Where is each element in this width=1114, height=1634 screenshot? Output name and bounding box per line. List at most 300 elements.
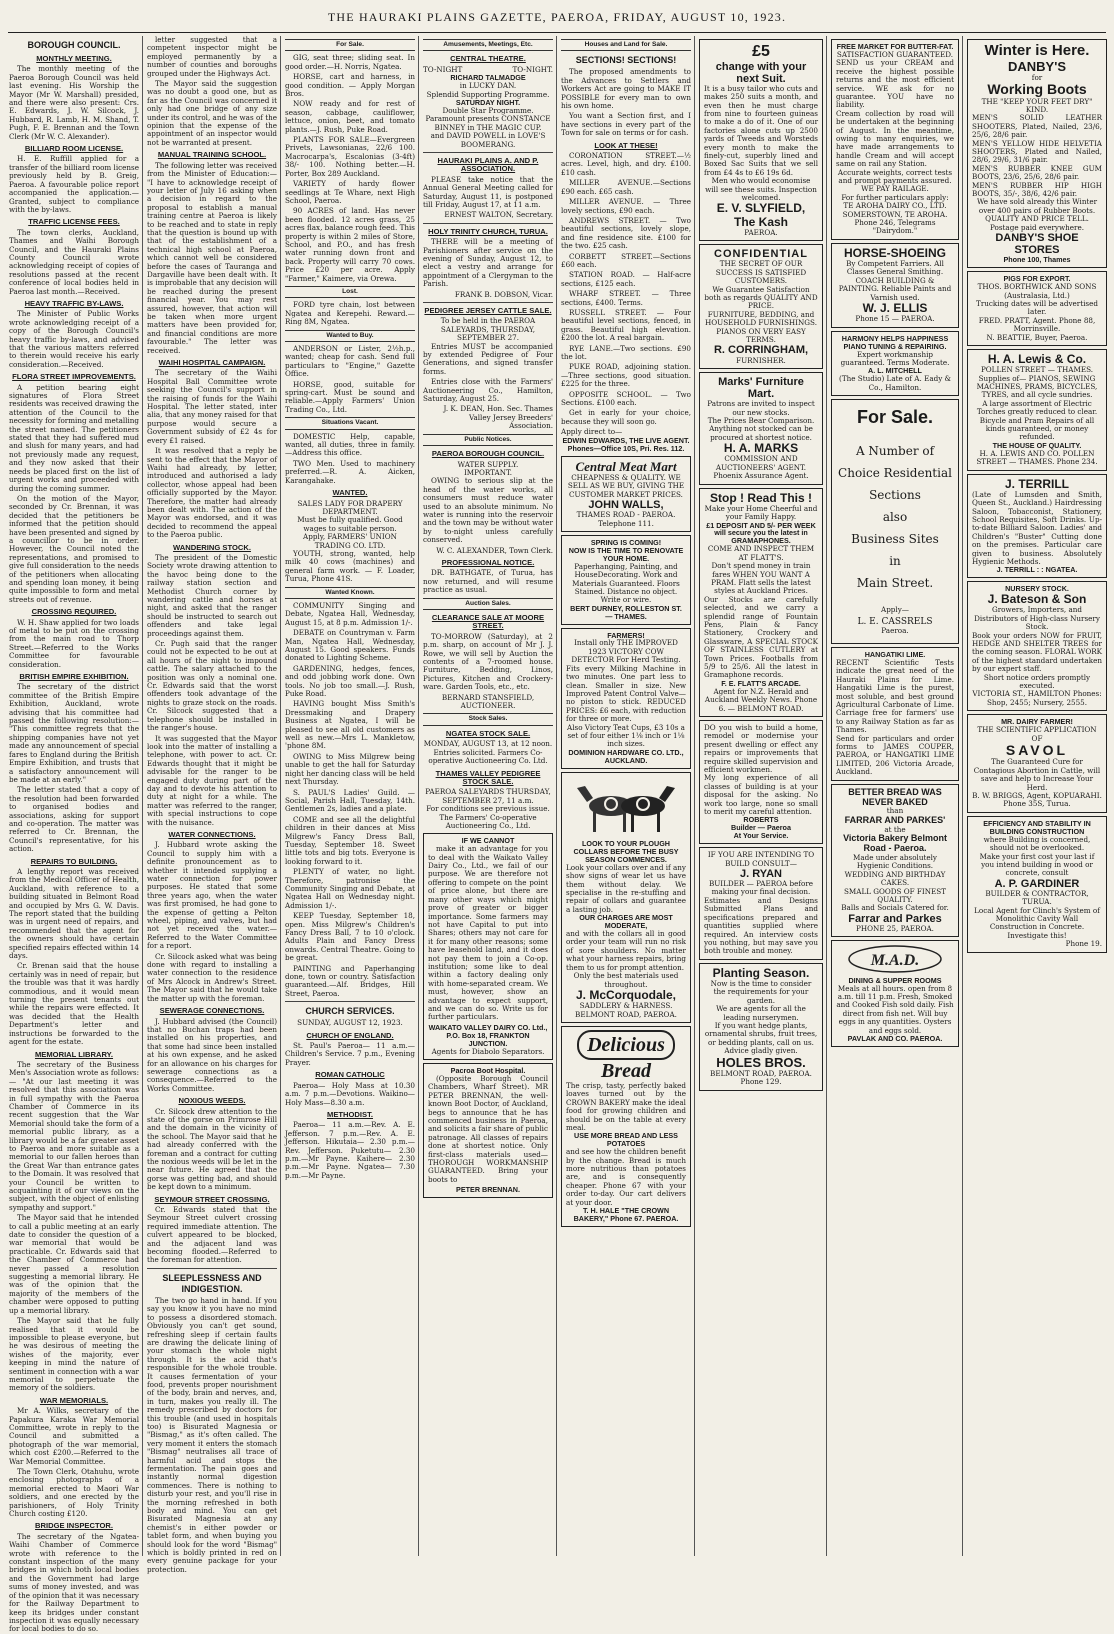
subhead: HEAVY TRAFFIC BY-LAWS. — [24, 298, 124, 308]
section-header: Auction Sales. — [423, 598, 553, 610]
section-header: Wanted Known. — [285, 587, 415, 599]
ad-body: We have sold already this Winter over 400 pairs of Rubber Boots. — [976, 197, 1098, 215]
section-header: Amusements, Meetings, Etc. — [423, 39, 553, 51]
ad-note: Apply direct to— — [561, 427, 623, 437]
advert-lime — [831, 647, 959, 781]
notice: For conditions see previous issue. — [426, 804, 550, 814]
subhead: BILLIARD ROOM LICENSE. — [24, 144, 124, 154]
subhead: NOXIOUS WEEDS. — [178, 1096, 246, 1106]
paragraph: The secretary of the Business Men's Association wrote as follows:— "At our last meeting it was resolved that this association was in full sympathy with the Paeroa Chamber of Commerce in its recent suggestion that the War Memorial should take the form of a memorial public library, as a library would be a far greater asset to Paeroa and more suitable as a memorial to our fallen heroes than the Great War than entrance gates to the Domain. It was resolved that your Council be written to acquainting it of our views on the subject, with the object of enlisting sympathy and support." — [9, 1059, 139, 1212]
programme-note: and DAVID POWELL in LOVE'S BOOMERANG. — [430, 131, 546, 149]
paragraph: A petition bearing eight signatures of Flora Street residents was received drawing the attention of the Council to the necessity for forming and metalling the street named. The petitioners stated that they had suffered mud and slush for many years, and had not previously made any request, and they now asked that their needs be placed first on the list of urgent works and proceeded with during the coming summer. — [9, 382, 139, 493]
ad-address: POLLEN STREET — THAMES. — [980, 365, 1094, 375]
ad-body: Main Street. — [856, 575, 934, 590]
ad-body: FURNITURE, BEDDING, and HOUSEHOLD FURNISHINGS. PIANOS ON VERY EASY TERMS. — [705, 309, 817, 344]
notice-title: IMPORTANT. — [463, 467, 513, 477]
ad-note: Apply— — [881, 604, 909, 614]
tonight-left: TO-NIGHT — [423, 64, 463, 74]
ad-address: THAMES ROAD - PAEROA. Telephone 111. — [576, 510, 676, 528]
signature: FRANK B. DOBSON, Vicar. — [454, 289, 553, 299]
ad-company: F. E. FLATT'S ARCADE. — [721, 678, 801, 688]
ad-body: Look your collars over and if any show signs of wear let us have them without delay. We specialise in the re-stuffing and repair of collars and guarantee a lasting job. — [566, 862, 686, 914]
ad-headline: LOOK TO YOUR PLOUGH COLLARS BEFORE THE BUSY SEASON COMMENCES. — [573, 839, 679, 864]
paragraph: The secretary of the district committee of the British Empire Exhibition, Auckland, wrote advising that his committee had passed the following resolution:— "This committee regrets that the shipping companies have not yet made any announcement of special fares to England during the British Empire Exhibition, and trusts that a satisfactory announcement will be made at an early." — [9, 682, 139, 784]
ad-headline: PIGS FOR EXPORT. — [1003, 274, 1071, 284]
paragraph: The Mayor said that he fully realised that it would be impossible to please everyone, but he was desirous of meeting the wishes of the majority, ever keeping in mind the nature of sentiment in connection with a war memorial to perpetuate the memory of the soldiers. — [9, 1316, 139, 1393]
ad-headline: HORSE-SHOEING — [843, 245, 946, 260]
column-1 — [6, 36, 142, 1634]
ad-headline: Planting Season. — [712, 965, 810, 980]
listing: PUKE ROAD, adjoining station. —Three sections, good situation. £225 for the three. — [561, 362, 691, 389]
subhead: CHURCH OF ENGLAND. — [306, 1030, 394, 1040]
notice: The Farmers' Co-operative Auctioneering Co., Ltd. — [439, 812, 537, 830]
ad-body: Meals at all hours. open from 8 a.m. till 11 p.m. Fresh, Smoked and Cooked Fish sold daily. Fish direct from fish net. Will buy eggs in any quantities. Oysters and eggs sold. — [836, 983, 954, 1035]
horses-illustration — [571, 776, 681, 838]
ad-company: ROBERTS — [743, 815, 779, 825]
subhead: WAR MEMORIALS. — [39, 1395, 109, 1405]
ad-body: Men who would economise will see these suits. Inspection welcomed. — [705, 176, 817, 203]
ad-body: Book your orders NOW for FRUIT, HEDGE AND SHELTER TREES for the coming season. FLORAL WORK of the highest standard undertaken by our expert staff. — [972, 630, 1102, 674]
ad-body: Paperhanging, Painting, and HouseDecorating. Work and Materials Guaranteed. Floors Stained. Distance no object. Write or wire. — [572, 561, 680, 605]
paragraph: The town clerks, Auckland, Thames and Waihi Borough Council, and the Hauraki Plains County Council wrote acknowledging receipt of copies of resolutions passed at the recent conference of local bodies held in Paeroa last month.—Received. — [9, 227, 139, 296]
ad-body: SEND us your CREAM and receive the highest possible returns and the most efficient service. WE ask for no guarantee. YOU have no liability. — [836, 58, 954, 110]
paragraph: The monthly meeting of the Paeroa Borough Council was held last evening. His Worship the Mayor (Mr W. Marshall) presided, and there were also present: Crs. E. Edwards, J. W. Silcock, J. Hubbard, R. Lamb, H. M. Shand, T. Pugh, F. E. Brennan and the Town Clerk (Mr W. C. Alexander). — [9, 64, 139, 141]
ad-body: Advice gladly given. — [724, 1046, 798, 1056]
ad-company: HOLES BROS. — [716, 1054, 806, 1070]
ad-address: COMMISSION AND AUCTIONEERS' AGENT. Phoenix Assurance Agent. — [713, 454, 809, 481]
section-header: For Sale. — [285, 39, 415, 51]
ad-body: Anything not stocked can be procured at shortest notice. — [709, 424, 813, 442]
advert-roberts — [699, 720, 823, 844]
feature-star: RICHARD TALMADGE — [450, 73, 526, 83]
ad-headline: Winter is Here. — [984, 42, 1090, 59]
ad-headline: BETTER BREAD WAS NEVER BAKED — [848, 786, 942, 807]
ad-headline: NURSERY STOCK. — [1005, 584, 1069, 594]
ad-company: A. P. GARDINER — [994, 877, 1080, 890]
column-rule — [826, 36, 827, 1556]
classified-ad: PLENTY of water, no light. Therefore, patronise the Community Singing and Debate, at Ngatea Hall on Wednesday night. Admission 1/-. — [285, 867, 415, 910]
ad-body: Make your Home Cheerful and your Family Happy. — [704, 503, 818, 522]
ad-body: We are agents for all the leading nurserymen. — [716, 1004, 806, 1022]
subhead: CENTRAL THEATRE. — [450, 54, 526, 64]
ad-headline: USE MORE BREAD AND LESS POTATOES — [574, 1131, 678, 1149]
ad-body: £1 DEPOSIT AND 5/- PER WEEK will secure you the latest in GRAMAPHONES. — [706, 520, 816, 546]
listing: WHARF STREET. — Three sections, £400. Terms. — [561, 289, 691, 307]
ad-body: THOS. BORTHWICK AND SONS (Australasia, Ltd.) — [977, 282, 1097, 300]
ad-body: make it an advantage for you to deal with the Waikato Valley Dairy Co., Ltd., we fail of our purpose. We are therefore not offering to compete on the point of price alone, but there are many other ways which might prove of greater or bigger importance. Some farmers may not have Capital to put into Shares; others may not care for it for many other reasons; some have leasehold land, and it does not pay them to join a Co-op. institution; some like to deal within a factory dealing only with home-separated cream. We must, however, show an advantage to expect support, and we can do so. Write us for further particulars. — [428, 844, 548, 1022]
church-title: CHURCH SERVICES. — [305, 1006, 395, 1017]
programme-note: Double Star Programme. — [442, 105, 534, 115]
ad-logo: Bread — [601, 1059, 651, 1082]
subhead: THAMES VALLEY PEDIGREE STOCK SALE. — [435, 768, 541, 786]
classified-ad: HORSE, cart and harness, in good condition. — Apply Morgan Bros. — [285, 72, 415, 99]
ad-body: Estimates and Designs Submitted Plans and specifications prepared and quantities supplied where required. An interview costs you nothing, but may save you both trouble and money. — [704, 895, 818, 956]
listing: CORBETT STREET.—Sections £60 each. — [561, 251, 691, 269]
ad-body: BUILDER — PAEROA before making your final decision. — [708, 879, 814, 897]
ad-body: in — [889, 553, 901, 568]
signature: J. K. DEAN, Hon. Sec. Thames Valley Jersey Breeders' Association. — [443, 404, 553, 431]
classified-ad: S. PAUL'S Ladies' Guild. — Social, Parish Hall, Tuesday, 14th. Gentlemen 2s, ladies and a plate. — [285, 787, 415, 814]
classified-ad: OWING to Miss Milgrew being unable to get the hall for Saturday night her dancing class will be held next Thursday. — [285, 751, 415, 787]
paragraph: The secretary of the Waihi Hospital Ball Committee wrote seeking the Council's support in the raising of funds for the Waihi Hospital. The letter stated, inter alia, that any money raised for that purpose would secure a Government subsidy of £2 4s for every £1 raised. — [147, 368, 277, 445]
paragraph: A lengthy report was received from the Medical Officer of Health, Auckland, with reference to a building situated in Belmont Road and occupied by Mrs G. W. Davis. The report stated that the building was in urgent need of repairs, and recommended that the agent for the owners should have certain specified repairs effected within 14 days. — [9, 866, 139, 961]
ad-body: Patrons are invited to inspect our new stocks. — [707, 399, 815, 417]
notice: OWING to serious slip at the head of the water works, all consumers must reduce water used to an absolute minimum. No water is running into the reservoir and the town may be without water by to-night unless carefully conserved. — [423, 476, 553, 545]
classified-ad: VARIETY of hardy flower seedlings at Te Whare, next High School, Paeroa. — [285, 179, 415, 205]
ad-headline: PIANO TUNING & REPAIRING. — [843, 341, 947, 351]
column-4 — [420, 36, 556, 1556]
ad-logo: Delicious — [577, 1030, 675, 1060]
ad-body: also — [882, 509, 908, 524]
listing: OPPOSITE SCHOOL. — Two Sections. £100 each. — [561, 389, 691, 408]
divider — [147, 1268, 277, 1269]
ad-body: Balls and Socials Catered for. — [841, 903, 949, 913]
ad-company: L. E. CASSRELS — [857, 617, 933, 628]
subhead: HAURAKI PLAINS A. AND P. ASSOCIATION. — [437, 155, 539, 174]
section-header: Houses and Land for Sale. — [561, 39, 691, 51]
feature-film: in LUCKY DAN. — [459, 81, 517, 91]
listing: ANDREWS STREET. — Two beautiful sections, lovely slope, and fine residence site. £100 for the two. £25 cash. — [561, 215, 691, 251]
ad-body: COME AND INSPECT THEM AT FLATT'S. — [707, 544, 815, 562]
paragraph: It was resolved that a reply be sent to the effect that the Mayor of Waihi had already, by letter, introduced and authorised a lady collector, whose appeal had been officially supported by the Mayor. Therefore, the matter had already been dealt with. The action of the Mayor was endorsed, and it was decided to recommend the appeal to the Paeroa public. — [147, 446, 277, 540]
ad-body: Postage paid everywhere. — [989, 222, 1085, 232]
advert-piano — [831, 331, 959, 396]
ad-body: Bicycle and Pram Repairs of all kinds guaranteed, or money refunded. — [979, 415, 1095, 442]
subhead: MEMORIAL LIBRARY. — [34, 1049, 114, 1059]
ad-body: IF YOU ARE INTENDING TO BUILD CONSULT— — [707, 850, 815, 868]
ad-body: CHEAPNESS & QUALITY. WE SELL AS WE BUY, GIVING THE CUSTOMER MARKET PRICES. — [567, 472, 685, 499]
ad-headline: DINING & SUPPER ROOMS — [848, 975, 942, 985]
advert-gardiner — [967, 816, 1107, 953]
advert-crown-bakery — [561, 1026, 691, 1227]
notice: Entries MUST be accompanied by extended Pedigree of Four Generations, and signed transfer forms. — [423, 341, 553, 376]
advert-horse-shoeing — [831, 243, 959, 328]
subhead: TRAFFIC LICENSE FEES. — [28, 217, 120, 227]
ad-body: where Building is concerned, should not be overlooked. — [983, 834, 1091, 853]
ad-company: J. Bateson & Son — [987, 592, 1087, 607]
ad-body: N. BEATTIE, Buyer, Paeroa. — [986, 332, 1088, 342]
notice: TO-MORROW (Saturday), at 2 p.m. sharp, on account of Mr J. J. Rowe, we will sell by Auction the contents of a 7-roomed house. Furniture, Bedding, Linos, Pictures, Kitchen and Crockery-ware. Garden Tools, etc., etc. — [423, 631, 553, 692]
ad-company: H. A. MARKS — [723, 441, 799, 456]
ad-address: Agent for N.Z. Herald and Auckland Weekly News. Phone 6. — BELMONT ROAD. — [704, 686, 818, 713]
ad-body: Expert workmanship guaranteed. Terms Moderate. — [840, 349, 950, 367]
paragraph: J. Hubbard wrote asking the Council to supply him with a definite pronouncement as to whether it intended supplying a water connection for power purposes. He stated that some three years ago, when the water was first promised, he had gone to the expense of getting a Pelton wheel, piping, and valves, but had not yet received the water.—Referred to the Water Committee for a report. — [147, 840, 277, 951]
paragraph: The Town Clerk, Otahuhu, wrote enclosing photographs of a memorial erected to Maori War soldiers, and one erected by the parishioners, of Holy Trinity Church costing £120. — [9, 1467, 139, 1519]
advert-renovate — [561, 535, 691, 625]
paragraph: The two go hand in hand. If you say you know it you have no mind to possess a disordered stomach. Obviously you can't get sound, refreshing sleep if certain faults are drawing the delicate lining of your stomach the whole night through. It is the acid that's responsible for the whole trouble. It causes fermentation of your food, prevents proper nourishment of the body, brain and nerves, and, in turn, makes you really ill. The remedy prescribed by doctors for this trouble (and used in hospitals too) is Bisurated Magnesia or "Bismag," as it's often called. The very moment it enters the stomach "Bismag" neutralises all trace of harmful acid and stops the fermentation. The pain goes and instantly normal digestion commences. There is nothing to disturb your rest, and you'll rise in the morning refreshed in both body and mind. You can get Bisurated Magnesia at any chemist's in either powder or tablet form, and when buying you should look for the word "Bismag" which is boldly printed in red on every genuine package for your protection. — [147, 1295, 277, 1574]
subhead: FLORA STREET IMPROVEMENTS. — [12, 372, 136, 382]
ad-note: Only the best materials used throughout. — [573, 971, 679, 989]
paragraph: The secretary of the Ngatea-Waihi Chamber of Commerce wrote with reference to the constant inspection of the many bridges in which both local bodies and the Government had large sums of money invested, and was of the opinion that it was necessary for the Railway Department to keep its bridges under constant inspection it was equally necessary for local bodies to do so. — [9, 1531, 139, 1634]
column-6 — [696, 36, 826, 1556]
section-header: Wanted to Buy. — [285, 330, 415, 342]
column-rule — [694, 36, 695, 1556]
advert-marks — [699, 372, 823, 485]
ad-body: Don't spend money in train fares WHEN YOU WANT A PRAM. Flatt sells the latest styles at Auckland Prices. — [711, 561, 811, 596]
programme-day: SATURDAY NIGHT. — [455, 97, 521, 107]
notice: PLEASE take notice that the Annual General Meeting called for Saturday, August 11, is postponed till Friday, August 17, at 11 a.m. — [423, 174, 553, 209]
subhead: ROMAN CATHOLIC — [315, 1070, 385, 1080]
ad-body: at the — [884, 824, 906, 834]
classified-ad: DOMESTIC Help, capable, wanted, all duties, three in family.—Address this office. — [285, 431, 415, 458]
ad-body: SATISFACTION GUARANTEED. — [836, 49, 954, 59]
listing: CORONATION STREET.—½ acres. Level, high, and dry. £100. £10 cash. — [561, 151, 691, 177]
paragraph: It was suggested that the Mayor look into the matter of installing a telephone, with power to act. Cr. Edwards thought that it might be advisable for the ranger to be engaged duty during part of the day and to devote his attention to duty at night for a while. The matter was referred to the ranger, with special instructions to cope with the nuisance. — [147, 733, 277, 827]
notice: MONDAY, AUGUST 13, at 12 noon. — [423, 739, 553, 749]
column-rule — [280, 36, 281, 1556]
svg-text:M.A.D.: M.A.D. — [870, 952, 920, 970]
column-rule — [556, 36, 557, 1556]
advert-corringham — [699, 244, 823, 369]
signature: W. C. ALEXANDER, Town Clerk. — [436, 545, 553, 555]
subhead: CROSSING REQUIRED. — [31, 607, 117, 617]
ad-company: A. L. MITCHELL — [868, 366, 922, 376]
ad-company: J. TERRILL — [1004, 476, 1069, 491]
ad-address: Phone 15 — PAEROA. — [855, 314, 935, 324]
advert-danby — [967, 39, 1107, 268]
ad-company: R. CORRINGHAM, — [713, 344, 809, 357]
ad-headline: HANGATIKI LIME. — [864, 650, 926, 660]
article-title: SLEEPLESSNESS AND INDIGESTION. — [162, 1272, 262, 1294]
signature: BERNARD STANSFIELD, AUCTIONEER. — [441, 692, 535, 711]
ad-address: Paeroa. — [881, 625, 909, 635]
ad-company: WAIKATO VALLEY DAIRY CO. Ltd., P.O. Box 18, FRANKTON JUNCTION. — [428, 1022, 548, 1048]
ad-headline: THE HOUSE OF QUALITY. — [992, 440, 1082, 450]
listing: Get in early for your choice, because they will soon go. — [561, 408, 691, 426]
paragraph: Paeroa— Holy Mass at 10.30 a.m. 7 p.m.—Devotions. Waikino— Holy Mass—8.30 a.m. — [285, 1080, 415, 1107]
ad-body: THE SECRET OF OUR SUCCESS IS SATISFIED CUSTOMERS. — [715, 259, 807, 286]
ad-headline: SECTIONS! SECTIONS! — [575, 55, 677, 66]
ad-headline: SPRING IS COMING! — [590, 537, 662, 547]
notice-title: WATER SUPPLY. — [457, 459, 519, 469]
ad-body: A large assortment of Electric Torches greatly reduced to clear. — [976, 398, 1098, 417]
ad-body: QUALITY AND PRICE TELL. — [985, 214, 1089, 224]
ad-address: PHONE 25, PAEROA. — [856, 923, 934, 933]
ad-body: It is a busy tailor who cuts and makes 250 suits a month, and even then he must charge from nine to fourteen guineas to make a do of it. One of our factories alone cuts up 2500 yards of Tweeds and Worsteds every month to make the finely-cut, superbly lined and Boxed Sac Suits that we sell from £4 4s to £6 19s 6d. — [704, 83, 818, 177]
ad-body: A Number of — [855, 443, 935, 458]
classified-ad: COME and see all the delightful children in their dances at Miss Milgrew's Fancy Dress Ball, Tuesday, September 18. Sweet little tots and big tots. Everyone is looking forward to it. — [285, 814, 415, 866]
section-header: Stock Sales. — [423, 713, 553, 725]
ad-body: Now is the time to consider the requirements for your garden. — [710, 978, 812, 1005]
ad-body: Trucking dates will be advertised later. — [976, 298, 1098, 317]
ad-headline: Central Meat Mart — [575, 458, 677, 474]
classified-ad: GARDENING, hedges, fences, and odd jobbing work done. Own tools. No job too small.—J. Rush, Puke Road. — [285, 663, 415, 699]
classified-ad: PAINTING and Paperhanging done, town or country. Satisfaction guaranteed.—Alf. Bridges, Hill Street, Paeroa. — [285, 963, 415, 998]
divider — [423, 302, 553, 303]
ad-price: £5 — [752, 43, 770, 60]
subhead: MANUAL TRAINING SCHOOL. — [157, 150, 267, 160]
paragraph: Cr. Silcock drew attention to the state of the gorse on Primrose Hill and the domain in the vicinity of the school. The Mayor said that he had already conferred with the foreman and a contract for cutting the noxious weeds will be let in the near future. He agreed that the gorse was getting bad, and should be kept down to a minimum. — [147, 1106, 277, 1192]
ad-body: Send for particulars and order forms to JAMES COUPER, PAEROA, or HANGATIKI LIME LIMITED, 206 Victoria Arcade, Auckland. — [836, 733, 954, 777]
advert-pigs — [967, 271, 1107, 346]
advert-waikato-dairy — [423, 833, 553, 1060]
classified-ad: SALES LADY FOR DRAPERY DEPARTMENT. — [297, 498, 403, 516]
ad-body: Also Victory Teat Cups, £3 10s a set of four either 1⅛ inch or 1⅛ inch sizes. — [567, 722, 685, 749]
paragraph: Paeroa— 11 a.m.—Rev. A. E. Jefferson. 7 p.m.—Rev. A. E. Jefferson. Hikutaia— 2.30 p.m.—Rev. Jefferson. Puketutu— 2.30 p.m.—Mr Payne. Kaihere— 2.30 p.m.—Mr Payne. Ngatea— 7.30 p.m.—Mr Payne. — [285, 1120, 415, 1180]
ad-body: for — [1031, 72, 1043, 82]
ad-item: MEN'S YELLOW HIDE HELVETIA SHOOTERS, Plated and Nailed, 28/6, 29/6, 31/6 pair. — [972, 138, 1102, 165]
advert-saddlery — [561, 772, 691, 1023]
subhead: CLEARANCE SALE AT MOORE STREET. — [431, 613, 545, 631]
section-header: Lost. — [285, 286, 415, 298]
advert-terrill — [967, 474, 1107, 579]
ad-company: Builder — Paeroa — [731, 823, 791, 833]
notice: Entries close with the Farmers' Auctioneering Co., Hamilton, Saturday, August 25. — [423, 377, 553, 404]
advert-boot-hospital — [423, 1063, 553, 1198]
ad-company: W. J. ELLIS — [862, 301, 928, 316]
ad-body: If you want hedge plants, ornamental shrubs, fruit trees, or bedding plants, call on us. — [704, 1020, 818, 1047]
ad-company: PAVLAK AND CO. PAEROA. — [847, 1034, 943, 1044]
divider — [423, 152, 553, 153]
ad-body: and see how the children benefit by the change. Bread is much more nutritious than potatoes are, and is consequently cheaper. Phone 67 with your order to-day. Our cart delivers at your door. — [566, 1147, 686, 1207]
section-header: Situations Vacant. — [285, 417, 415, 429]
paragraph: On the motion of the Mayor, seconded by Cr. Brennan, it was decided that the petitioners be informed that the petition should have been presented and signed by a councillor to be in order. However, the Council noted the representations, and promised to give full consideration to the needs of the petitioners when allocating and spending loan money, it being quite impossible to form and metal streets out of revenue. — [9, 493, 139, 604]
subhead: PEDIGREE JERSEY CATTLE SALE. — [424, 306, 552, 315]
ad-body: The Prices Bear Comparison. — [707, 415, 815, 425]
ad-company: DANBY'S — [1008, 58, 1066, 74]
programme-note: Paramount presents CONSTANCE BINNEY in THE MAGIC CUP. — [425, 114, 551, 132]
tonight-right: TO-NIGHT. — [512, 64, 553, 74]
classified-ad: YOUTH, strong, wanted, help milk 40 cows (machines) and general farm work. — F. Loader, Turua, Phone 41S. — [285, 548, 415, 584]
ad-body: Sections — [869, 487, 921, 502]
listing: RUSSELL STREET. — Four beautiful level sections, fenced, in grass. Beautiful high elevation. £200 the lot. A real bargain. — [561, 307, 691, 343]
notice: THERE will be a meeting of Parishioners after service on the evening of Sunday, August 12, to elect a vestry and arrange for appointment of a Clergyman to the Parish. — [423, 237, 553, 289]
advert-bateson — [967, 581, 1107, 711]
ad-body: THE SCIENTIFIC APPLICATION OF — [977, 725, 1097, 743]
classified-ad: Apply, FARMERS' UNION TRADING CO. LTD. — [303, 532, 397, 550]
advert-butter-fat — [831, 39, 959, 240]
ad-company: T. H. HALE "THE CROWN BAKERY," Phone 67. PAEROA. — [573, 1206, 679, 1223]
ad-body: Make your first cost your last if you intend building in wood or concrete, consult — [979, 851, 1095, 878]
classified-ad: 90 ACRES of land. Has never been flooded. 12 acres grass, 25 acres flax, balance rough feed. This property is within 2 miles of Store, School, and P.O., and has fresh water running down front and back. Property will carry 70 cows. Price £20 per acre. Apply "Farmer," Kaimere, via Orewa. — [285, 206, 415, 283]
advert-holes — [699, 963, 823, 1091]
ad-body: Made under absolutely Hygienic Conditions. — [853, 852, 937, 871]
ad-body: FRED. PRATT, Agent. Phone 88, Morrinsville. — [978, 315, 1096, 334]
classified-ad: PLANTS FOR SALE—Evergreen Privets, Lawsonianas, 22/6 100. Macrocarpa's, Escalonias (3-4ft) 38/- 100. Nothing better.—H. Porter, Box 289 Auckland. — [285, 135, 415, 178]
classified-ad: HORSE, good, suitable for spring-cart. Must be sound and reliable.—Apply Farmers' Union Trading Co., Ltd. — [285, 379, 415, 414]
column-rule — [418, 36, 419, 1556]
ad-body: Choice Residential — [838, 465, 952, 480]
ad-body: The proposed amendments to the Advances to Settlers and Workers Act are going to MAKE IT POSSIBLE for every man to own his own home. — [561, 67, 691, 111]
ad-body: RECENT Scientific Tests indicate the great need of the Hauraki Plains for Lime. Hangatiki Lime is the purest, most soluble, and best ground Agricultural Carbonate of Lime. Carriage free for farmers' use to any Railway Station as far as Thames. — [836, 658, 954, 735]
ad-headline: CONFIDENTIAL — [714, 248, 808, 261]
advert-cow-detector — [561, 628, 691, 769]
ad-body: Growers, Importers, and Distributors of High-class Nursery Stock. — [974, 605, 1100, 632]
ad-note: FURNISHER. — [736, 355, 786, 365]
ad-headline: EFFICIENCY AND STABILITY IN BUILDING CONSTRUCTION — [983, 818, 1091, 836]
programme-note: Splendid Supporting Programme. — [426, 89, 550, 99]
paragraph: H. E. Ruffill applied for a transfer of the billiard room license previously held by B. Greig, Paeroa. A favourable police report accompanied the application.—Granted, subject to compliance with the by-laws. — [9, 154, 139, 214]
classified-ad: TWO Men. Used to machinery preferred.—R. A. Aicken, Karangahake. — [285, 458, 415, 485]
column-3 — [282, 36, 418, 1556]
paragraph: J. Hubbard advised (the Council) that no Buchan traps had been installed on his properties, and that some had since been installed at his own expense, and he asked for an allowance on his charges for sewerage connections as a consequence.—Referred to the Works Committee. — [147, 1016, 277, 1093]
ad-company: Victoria Bakery Belmont Road - Paeroa. — [843, 833, 947, 854]
ad-note: Agents for Diabolo Separators. — [431, 1046, 545, 1056]
paragraph: The president of the Domestic Society wrote drawing attention to the havoc being done to the railway station section and Methodist Church corner by wandering cattle and horses at night, and asked that the ranger should be instructed to search out offenders and take legal proceedings against them. — [147, 552, 277, 638]
ad-headline: Marks' Furniture Mart. — [718, 375, 804, 400]
classified-ad: DEBATE on Countryman v. Farm Man, Ngatea Hall, Wednesday, August 15. Good speakers. Funds donated to Lighting Scheme. — [285, 628, 415, 663]
ad-headline: MR. DAIRY FARMER! — [1001, 717, 1073, 727]
masthead-rule — [8, 32, 1106, 33]
subhead: BRITISH EMPIRE EXHIBITION. — [19, 672, 129, 682]
advert-savol — [967, 714, 1107, 813]
ad-body: WEDDING AND BIRTHDAY CAKES. — [844, 869, 946, 888]
ad-company: BERT DURNEY, ROLLESTON ST. — THAMES. — [570, 603, 682, 621]
ad-address: SADDLERY & HARNESS. BELMONT ROAD, PAEROA. — [575, 1001, 677, 1019]
listing: STATION ROAD. — Half-acre sections, £125 each. — [561, 270, 691, 288]
masthead: THE HAURAKI PLAINS GAZETTE, PAEROA, FRIDAY, AUGUST 10, 1923. — [327, 10, 787, 24]
ad-headline: OUR CHARGES ARE MOST MODERATE, — [579, 913, 673, 931]
paragraph: Cr. Brenan said that the house certainly was in need of repair, but the trouble was that it was hardly commodious, and it would mean turning the present tenants out while the repairs were effected. It was decided that the Health Department's letter and instructions be forwarded to the agent for the estate. — [9, 961, 139, 1047]
ad-body: Accurate weights, correct tests and prompt payments assured. WE PAY RAILAGE. — [837, 167, 953, 194]
paragraph: Cr. Silcock asked what was being done with regard to installing a water connection to the residence of Mrs Alcock in Andrew's Street. The Mayor said that he would take the matter up with the foreman. — [147, 951, 277, 1003]
article-title: BOROUGH COUNCIL. — [27, 40, 121, 50]
classified-ad: NOW ready and for rest of season, cabbage, cauliflower, lettuce, onion, beet, and tomato plants.—J. Rush, Puke Road. — [285, 99, 415, 134]
mad-logo — [847, 944, 943, 974]
ad-company: J. RYAN — [740, 867, 782, 880]
classified-ad: HAVING bought Miss Smith's Dressmaking and Drapery Business at Ngatea, I will be pleased to see all old customers as well as new.—Mrs L. Mankletow, 'phone 8M. — [285, 699, 415, 751]
ad-body: (Late of Lumsden and Smith, Queen St., Auckland.) Hairdressing Saloon, Tobacconist, Stationery, School Requisites, Soft Drinks. Up-to-date Billiard Saloon. Ladies' and Children's "Buster" Cutting done on the premises. Particular care given to business. Absolutely Hygienic Methods. — [972, 489, 1102, 566]
paragraph: The following letter was received from the Minister of Education:— "I have to acknowledge receipt of your letter of July 16 asking when a decision in regard to the proposal to establish a manual training centre at Paeroa is likely to be reached and to state in reply that the question is bound up with that of the establishment of a technical high school at Paeroa, which cannot well be considered before the cases of Tauranga and Dargaville have been dealt with. It is improbable that any decision will be reached during the present financial year. You may rest assured, however, that action will be taken when more urgent matters have been provided for, and financial conditions are more favourable." The letter was received. — [147, 160, 277, 355]
divider — [423, 223, 553, 224]
subhead: METHODIST. — [327, 1109, 373, 1119]
ad-signature: EDWIN EDWARDS, THE LIVE AGENT. Phones—Office 10S, Pri. Res. 112. — [562, 435, 690, 453]
classified-ad: FORD tyre chain, lost between Ngatea and Kerepehi. Reward.—Ring 8M, Ngatea. — [285, 300, 415, 327]
advert-flatt — [699, 488, 823, 717]
ad-body: BUILDER & CONTRACTOR, TURUA. — [985, 888, 1089, 907]
notice: DR. BATHGATE, of Turua, has now returned, and will resume practice as usual. — [423, 568, 553, 595]
ad-company: The Kash — [733, 214, 788, 229]
paragraph: Cr. Pugh said that the ranger could not be expected to be out at all hours of the night to impound cattle. The salary attached to the position was only a nominal one. Cr. Edwards said that the worst offenders took advantage of the nights to graze stock on the roads. Cr. Silcock suggested that a telephone should be installed in the ranger's house. — [147, 639, 277, 733]
advert-sections — [831, 399, 959, 644]
ad-body: (Opposite Borough Council Chambers, Wharf Street). MR PETER BRENNAN, the well-known Boot Doctor, of Auckland, begs to announce that he has commenced business in Paeroa, and solicits a fair share of public patronage. All classes of repairs done at shortest notice. Only first-class materials used— THOROUGH WORKMANSHIP GUARANTEED. Bring your boots to — [428, 1073, 548, 1184]
subhead: PROFESSIONAL NOTICE. — [441, 557, 535, 567]
paragraph: Mr A. Wilks, secretary of the Papakura Karaka War Memorial Committee, wrote in reply to the Council and submitted a photograph of the war memorial, which cost £200.—Referred to the War Memorial Committee. — [9, 1406, 139, 1466]
ad-headline: change with your next Suit. — [715, 60, 807, 85]
ad-product: SAVOL — [1005, 742, 1069, 759]
ad-address: (The Studio) Late of A. Eady & Co., Hamilton. — [839, 374, 951, 392]
ad-body: The Guaranteed Cure for Contagious Abortion in Cattle, will save and help to Increase Your Herd. — [973, 757, 1101, 792]
ad-body: DO you wish to build a home, remodel or modernise your present dwelling or effect any repairs or improvements that require skilled supervision and efficient workmen. — [704, 722, 818, 774]
ad-item: MEN'S RUBBER KNEE GUM BOOTS, 23/6, 25/6, 28/6 pair. — [972, 163, 1102, 182]
ad-headline: Working Boots — [987, 81, 1087, 98]
paragraph: The Mayor said the suggestion was no doubt a good one, but as far as the Council was concerned it only had one bridge of any size under its control, and he was of the opinion that the expense of the appointment of an inspector would not be warranted at present. — [147, 79, 277, 147]
ad-company: DANBY'S SHOE STORES — [995, 232, 1079, 257]
ad-address: VICTORIA ST., HAMILTON Phones: Shop, 2455; Nursery, 2555. — [972, 689, 1102, 707]
ad-item: MEN'S RUBBER HIP HIGH BOOTS, 35/-, 38/6, 42/6 pair. — [972, 180, 1102, 199]
notice: To be held in the PAEROA SALEYARDS, THURSDAY, SEPTEMBER 27. — [440, 316, 536, 343]
paragraph: W. H. Shaw applied for two loads of metal to be put on the crossing from the main road to Thorp Street.—Referred to the Works Committee for favourable consideration. — [9, 617, 139, 669]
advert-lewis — [967, 349, 1107, 471]
signature: ERNEST WALTON, Secretary. — [444, 210, 553, 220]
ad-body: The crisp, tasty, perfectly baked loaves turned out by the CROWN BAKERY make the ideal food for growing children and should be on the table at every meal. — [566, 1080, 686, 1132]
ad-address: PAEROA. — [744, 227, 778, 237]
ad-address: BELMONT ROAD, PAEROA. Phone 129. — [710, 1068, 812, 1087]
ad-body: Cream collection by road will be undertaken at the beginning of August. In the meantime, owing to many enquiries, we have made arrangements to handle Cream and will accept same on rail any Station. — [836, 108, 954, 169]
ad-signature: PETER BRENNAN. — [456, 1185, 520, 1195]
advert-dining — [831, 940, 959, 1047]
ad-address: H. A. LEWIS AND CO. POLLEN STREET — THAMES. Phone 234. — [976, 448, 1098, 467]
advert-victoria-bakery — [831, 784, 959, 938]
ad-company: J. McCorquodale, — [575, 987, 676, 1002]
subhead: WAIHI HOSPITAL CAMPAIGN. — [158, 358, 266, 368]
advert-meat-mart — [561, 456, 691, 532]
subhead: REPAIRS TO BUILDING. — [30, 856, 118, 866]
column-7 — [828, 36, 962, 1556]
paragraph: The letter stated that a copy of the resolution had been forwarded to organised bodies and associations, asking for support and co-operation. The matter was referred to Cr. Brennan, the Council's representative, for his action. — [9, 785, 139, 854]
ad-headline: Stop ! Read This ! — [710, 490, 812, 505]
subhead: NGATEA STOCK SALE. — [445, 728, 531, 738]
